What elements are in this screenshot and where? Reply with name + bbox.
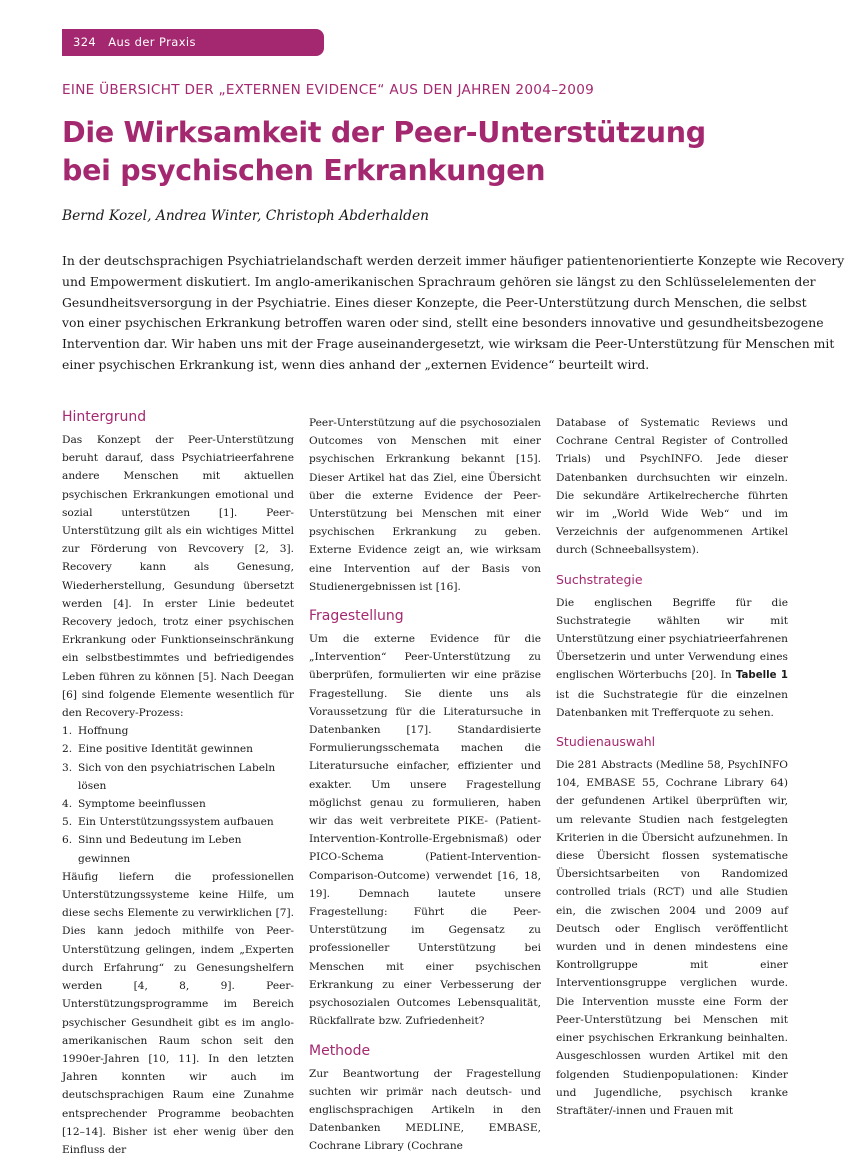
list-item bbox=[62, 813, 294, 831]
heading-suchstrategie: Suchstrategie bbox=[556, 571, 643, 587]
list-number: 4. bbox=[62, 798, 73, 811]
text-run: Die englischen Begriffe für die Suchstrategie wählten wir mit Unterstützung einer psychiatrieerfahrenen Übersetzerin und unter Verwendung eines englischen Wörterbuchs [20]. In bbox=[556, 596, 788, 682]
list-text: Symptome beeinflussen bbox=[78, 798, 206, 811]
list-number: 5. bbox=[62, 816, 73, 829]
list-text: Ein Unterstützungssystem aufbauen bbox=[78, 816, 274, 829]
running-header bbox=[62, 29, 324, 56]
body-paragraph: Peer-Unterstützung auf die psychosozialen Outcomes von Menschen mit einer psychischen Erkrankung bekannt [15]. Dieser Artikel hat das Ziel, eine Übersicht über die externe Evidence der Peer-Unterstützung bei Menschen mit einer psychischen Erkrankung zu geben. Externe Evidence zeigt an, wie wirksam eine Intervention auf der Basis von Studienergebnissen ist [16]. bbox=[309, 417, 541, 593]
list-item bbox=[62, 795, 294, 813]
section-label: Aus der Praxis bbox=[108, 35, 196, 49]
table-reference-link[interactable]: Tabelle 1 bbox=[735, 670, 788, 682]
lead-line: von einer psychischen Erkrankung betroffen waren oder sind, stellt eine besonders innovative und gesundheitsbezogene bbox=[62, 315, 824, 331]
list-text: Hoffnung bbox=[78, 725, 129, 738]
body-paragraph bbox=[556, 594, 788, 722]
list-number: 2. bbox=[62, 743, 73, 756]
column-2 bbox=[309, 414, 541, 1166]
list-number: 3. bbox=[62, 761, 73, 774]
body-paragraph: Database of Systematic Reviews und Cochrane Central Register of Controlled Trials) und PsychINFO. Jede dieser Datenbanken durchsuchten wir einzeln. Die sekundäre Artikelrecherche führten wir im „World Wide Web“ und im Verzeichnis der aufgenommenen Artikel durch (Schneeballsystem). bbox=[556, 417, 788, 557]
title-line-2: bei psychischen Erkrankungen bbox=[62, 154, 546, 187]
lead-line: Intervention dar. Wir haben uns mit der Frage auseinandergesetzt, wie wirksam die Peer-Unterstützung für Menschen mit bbox=[62, 336, 835, 352]
heading-hintergrund: Hintergrund bbox=[62, 409, 147, 425]
body-paragraph: Häufig liefern die professionellen Unterstützungssysteme keine Hilfe, um diese sechs Elemente zu verwirklichen [7]. Dies kann jedoch mithilfe von Peer-Unterstützung gelingen, indem „Experten durch Erfahrung“ zu Genesungshelfern werden [4, 8, 9]. Peer-Unterstützungsprogramme im Bereich psychischer Gesundheit gibt es im anglo-amerikanischen Raum schon seit den 1990er-Jahren [10, 11]. In den letzten Jahren konnten wir auch im deutschsprachigen Raum eine Zunahme entsprechender Programme beobachten [12–14]. Bisher ist eher wenig über den Einfluss der bbox=[62, 870, 294, 1156]
list-number: 6. bbox=[62, 834, 73, 847]
authors: Bernd Kozel, Andrea Winter, Christoph Abderhalden bbox=[62, 208, 429, 224]
list-text: Sinn und Bedeutung im Leben gewinnen bbox=[78, 834, 242, 865]
lead-line: In der deutschsprachigen Psychiatrielandschaft werden derzeit immer häufiger patientenorientierte Konzepte wie Recovery bbox=[62, 253, 845, 268]
column-1 bbox=[62, 407, 294, 1169]
text-run: ist die Suchstrategie für die einzelnen Datenbanken mit Trefferquote zu sehen. bbox=[556, 688, 788, 719]
list-item bbox=[62, 831, 294, 867]
body-paragraph: Die 281 Abstracts (Medline 58, PsychINFO 104, EMBASE 55, Cochrane Library 64) der gefundenen Artikel überprüften wir, um relevante Studien nach festgelegten Kriterien in die Übersicht aufzunehmen. In diese Übersicht flossen systematische Übersichtsarbeiten von Randomized controlled trials (RCT) und alle Studien ein, die zwischen 2004 und 2009 auf Deutsch oder Englisch veröffentlicht wurden und in denen mindestens eine Kontrollgruppe mit einer Interventionsgruppe verglichen wurde. Die Intervention musste eine Form der Peer-Unterstützung bei Menschen mit einer psychischen Erkrankung beinhalten. Ausgeschlossen wurden Artikel mit den folgenden Studienpopulationen: Kinder und Jugendliche, psychisch kranke Straftäter/-innen und Frauen mit bbox=[556, 759, 788, 1117]
heading-studienauswahl: Studienauswahl bbox=[556, 734, 656, 750]
body-paragraph: Um die externe Evidence für die „Intervention“ Peer-Unterstützung zu überprüfen, formulierten wir eine präzise Fragestellung. Sie diente uns als Voraussetzung für die Literatursuche in Datenbanken [17]. Standardisierte Formulierungsschemata machen die Literatursuche einfacher, effizienter und exakter. Um unsere Fragestellung möglichst genau zu formulieren, haben wir das weit verbreitete PIKE- (Patient-Intervention-Kontrolle-Ergebnismaß) oder PICO-Schema (Patient-Intervention-Comparison-Outcome) verwendet [16, 18, 19]. Demnach lautete unsere Fragestellung: Führt die Peer-Unterstützung im Gegensatz zu professioneller Unterstützung bei Menschen mit einer psychischen Erkrankung zu einer Verbesserung der psychosozialen Outcomes Lebensqualität, Rückfallrate bzw. Zufriedenheit? bbox=[309, 633, 541, 1028]
list-text: Sich von den psychiatrischen Labeln lösen bbox=[78, 761, 276, 792]
recovery-elements-list bbox=[62, 722, 294, 868]
title-line-1: Die Wirksamkeit der Peer-Unterstützung bbox=[62, 116, 706, 149]
heading-methode: Methode bbox=[309, 1042, 371, 1059]
article-kicker: EINE ÜBERSICHT DER „EXTERNEN EVIDENCE“ AUS DEN JAHREN 2004–2009 bbox=[62, 82, 595, 98]
lead-line: einer psychischen Erkrankung ist, wenn dies anhand der „externen Evidence“ beurteilt wird. bbox=[62, 356, 650, 372]
list-item bbox=[62, 740, 294, 758]
list-item bbox=[62, 722, 294, 740]
article-title bbox=[62, 114, 802, 190]
column-3 bbox=[556, 414, 788, 1130]
body-paragraph: Das Konzept der Peer-Unterstützung beruht darauf, dass Psychiatrieerfahrene andere Menschen mit aktuellen psychischen Erkrankungen emotional und sozial unterstützen [1]. Peer-Unterstützung gilt als ein wichtiges Mittel zur Förderung von Revcovery [2, 3]. Recovery kann als Genesung, Wiederherstellung, Gesundung übersetzt werden [4]. In erster Linie bedeutet Recovery jedoch, trotz einer psychischen Erkrankung oder Funktionseinschränkung ein selbstbestimmtes und befriedigendes Leben führen zu können [5]. Nach Deegan [6] sind folgende Elemente wesentlich für den Recovery-Prozess: bbox=[62, 434, 294, 720]
list-item bbox=[62, 759, 294, 795]
lead-paragraph bbox=[62, 251, 845, 376]
list-text: Eine positive Identität gewinnen bbox=[78, 743, 253, 756]
body-paragraph: Zur Beantwortung der Fragestellung suchten wir primär nach deutsch- und englischsprachigen Artikeln in den Datenbanken MEDLINE, EMBASE, Cochrane Library (Cochrane bbox=[309, 1067, 541, 1153]
lead-line: und Empowerment diskutiert. Im anglo-amerikanischen Sprachraum gehören sie längst zu den Schlüsselelementen der bbox=[62, 273, 816, 289]
heading-fragestellung: Fragestellung bbox=[309, 608, 404, 625]
list-number: 1. bbox=[62, 725, 73, 738]
page-number: 324 bbox=[73, 35, 97, 49]
lead-line: Gesundheitsversorgung in der Psychiatrie. Eines dieser Konzepte, die Peer-Unterstützung durch Menschen, die selbst bbox=[62, 294, 807, 310]
